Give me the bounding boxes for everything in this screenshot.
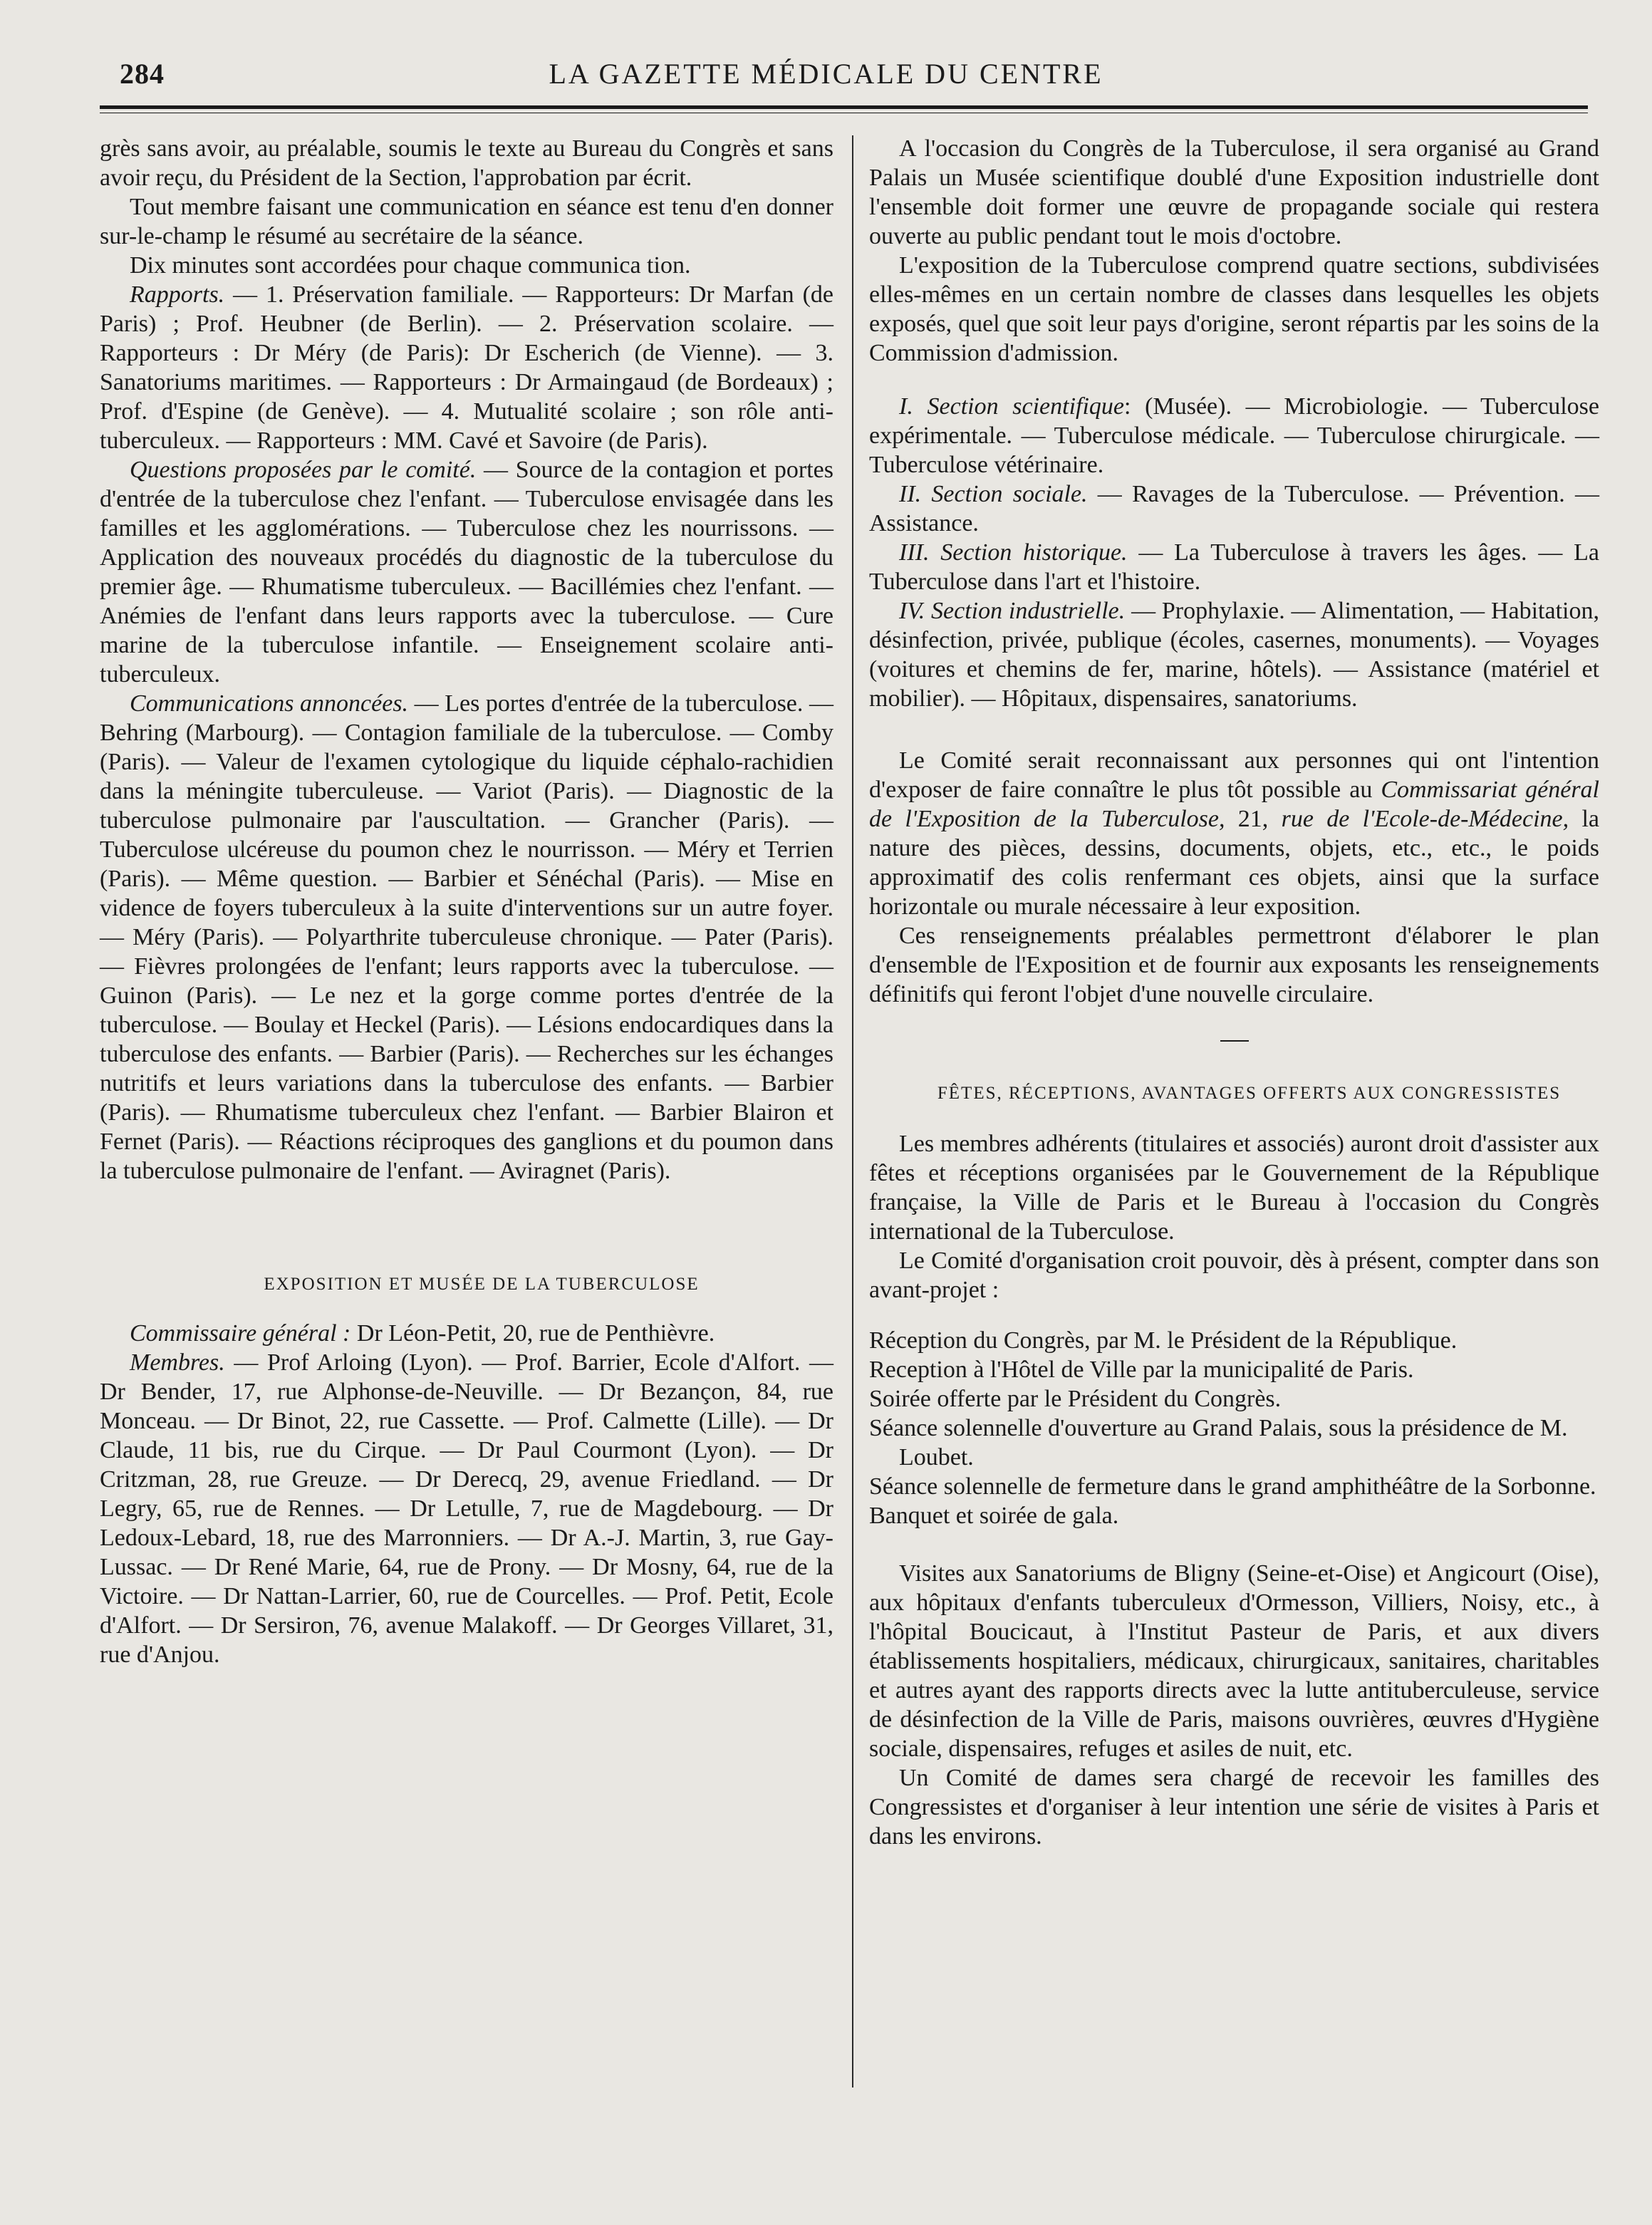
list-item: Séance solennelle d'ouverture au Grand Palais, sous la présidence de M. Loubet.	[869, 1415, 1568, 1471]
questions-label: Questions proposées par le comité.	[130, 457, 477, 483]
rapports-label: Rapports.	[130, 281, 225, 308]
exposition-heading: EXPOSITION ET MUSÉE DE LA TUBERCULOSE	[264, 1275, 700, 1294]
paragraph: A l'occasion du Congrès de la Tuberculose, il sera organisé au Grand Palais un Musée scientifique doublé d'une Exposition industrielle dont l'ensemble doit former une œuvre de propagande sociale qui restera ouverte au public pendant tout le mois d'octobre.	[869, 135, 1599, 249]
paragraph: Visites aux Sanatoriums de Bligny (Seine-et-Oise) et Angicourt (Oise), aux hôpitaux d'enfants tuberculeux d'Ormesson, Villiers, Noisy, etc., à l'hôpital Boucicaut, à l'Institut Pasteur de Paris, et aux divers établissements hospitaliers, médicaux, chirurgicaux, sanitaires, charitables et autres ayant des rapports directs avec la lutte antituberculeuse, service de désinfection de la Ville de Paris, maisons ouvrières, œuvres d'Hygiène sociale, dispensaires, refuges et asiles de nuit, etc.	[869, 1560, 1599, 1762]
commissariat-name: Commissariat général de l'Exposition de la Tuberculose,	[869, 777, 1600, 832]
commissariat-address: rue de l'Ecole-de-Médecine,	[1281, 806, 1569, 832]
paragraph: Le Comité d'organisation croit pouvoir, dès à présent, compter dans son avant-projet :	[869, 1248, 1599, 1303]
section-4-text: — Prophylaxie. — Alimentation, — Habitation, désinfection, privée, publique (écoles, casernes, monuments). — Voyages (voitures et chemins de fer, marine, hôtels). — Assistance (matériel et mobilier). — Hôpitaux, dispensaires, sanatoriums.	[869, 598, 1599, 712]
section-3-text: — La Tuberculose à travers les âges. — La Tuberculose dans l'art et l'histoire.	[869, 539, 1599, 595]
section-1-label: I. Section scientifique	[899, 393, 1125, 420]
section-4-label: IV. Section industrielle.	[899, 598, 1126, 624]
questions-text: — Source de la contagion et portes d'entrée de la tuberculose chez l'enfant. — Tuberculose envisagée dans les familles et les agglomérations. — Tuberculose chez les nourrissons. — Application des nouveaux procédés du diagnostic de la tuberculose du premier âge. — Rhumatisme tuberculeux. — Bacillémies chez l'enfant. — Anémies de l'enfant dans leurs rapports avec la tuberculose. — Cure marine de la tuberculose infantile. — Enseignement scolaire anti-tuberculeux.	[100, 457, 833, 688]
fetes-heading: FÊTES, RÉCEPTIONS, AVANTAGES OFFERTS AUX CONGRESSISTES	[937, 1084, 1562, 1103]
comite-text-b: 21,	[1225, 806, 1282, 832]
communications-text: — Les portes d'entrée de la tuberculose. — Behring (Marbourg). — Contagion familiale de la tuberculose. — Comby (Paris). — Valeur de l'examen cytologique du liquide céphalo-rachidien dans la méningite tuberculeuse. — Variot (Paris). — Diagnostic de la tuberculose pulmonaire par l'auscultation. — Grancher (Paris). — Tuberculose ulcéreuse du poumon chez le nourrisson. — Méry et Terrien (Paris). — Même question. — Barbier et Sénéchal (Paris). — Mise en vidence de foyers tuberculeux à la suite d'interventions sur un autre foyer. — Méry (Paris). — Polyarthrite tuberculeuse chronique. — Pater (Paris). — Fièvres prolongées de l'enfant; leurs rapports avec la tuberculose. — Guinon (Paris). — Le nez et la gorge comme portes d'entrée de la tuberculose. — Boulay et Heckel (Paris). — Lésions endocardiques dans la tuberculose des enfants. — Barbier (Paris). — Recherches sur les échanges nutritifs et leurs variations dans la tuberculose des enfants. — Barbier (Paris). — Rhumatisme tuberculeux chez l'enfant. — Barbier Blairon et Fernet (Paris). — Réactions réciproques des ganglions et du poumon dans la tuberculose pulmonaire de l'enfant. — Aviragnet (Paris).	[100, 690, 833, 1184]
membres-paragraph	[100, 1348, 833, 1669]
section-1	[869, 392, 1599, 479]
questions-paragraph	[100, 455, 833, 689]
left-column	[100, 134, 833, 1669]
comite-paragraph	[869, 746, 1599, 921]
list-item: Soirée offerte par le Président du Congrès.	[869, 1386, 1282, 1412]
commissaire-paragraph	[100, 1319, 833, 1348]
paragraph: Les membres adhérents (titulaires et associés) auront droit d'assister aux fêtes et réceptions organisées par le Gouvernement de la République française, la Ville de Paris et le Bureau à l'occasion du Congrès international de la Tuberculose.	[869, 1131, 1599, 1245]
comite-text-a: Le Comité serait reconnaissant aux personnes qui ont l'intention d'exposer de faire connaître le plus tôt possible au	[869, 747, 1599, 803]
rapports-text: — 1. Préservation familiale. — Rapporteurs: Dr Marfan (de Paris) ; Prof. Heubner (de Berlin). — 2. Préservation scolaire. — Rapporteurs : Dr Méry (de Paris): Dr Escherich (de Vienne). — 3. Sanatoriums maritimes. — Rapporteurs : Dr Armaingaud (de Bordeaux) ; Prof. d'Espine (de Genève). — 4. Mutualité scolaire ; son rôle anti-tuberculeux. — Rapporteurs : MM. Cavé et Savoire (de Paris).	[100, 281, 833, 454]
comite-text-c: la nature des pièces, dessins, documents, objets, etc., etc., le poids approximatif des colis renfermant ces objets, ainsi que la surface horizontale ou murale nécessaire à leur exposition.	[869, 806, 1599, 920]
paragraph: Dix minutes sont accordées pour chaque communica tion.	[130, 252, 691, 279]
rapports-paragraph	[100, 280, 833, 455]
header-rule	[100, 105, 1588, 109]
right-column	[869, 134, 1599, 1851]
section-2-label: II. Section sociale.	[899, 481, 1088, 507]
journal-title: LA GAZETTE MÉDICALE DU CENTRE	[549, 58, 1103, 90]
membres-text: — Prof Arloing (Lyon). — Prof. Barrier, Ecole d'Alfort. — Dr Bender, 17, rue Alphonse-de-Neuville. — Dr Bezançon, 84, rue Monceau. — Dr Binot, 22, rue Cassette. — Prof. Calmette (Lille). — Dr Claude, 11 bis, rue du Cirque. — Dr Paul Courmont (Lyon). — Dr Critzman, 28, rue Greuze. — Dr Derecq, 29, avenue Friedland. — Dr Legry, 65, rue de Rennes. — Dr Letulle, 7, rue de Magdebourg. — Dr Ledoux-Lebard, 18, rue des Marronniers. — Dr A.-J. Martin, 3, rue Gay-Lussac. — Dr René Marie, 64, rue de Prony. — Dr Mosny, 64, rue de la Victoire. — Dr Nattan-Larrier, 60, rue de Courcelles. — Prof. Petit, Ecole d'Alfort. — Dr Sersiron, 76, avenue Malakoff. — Dr Georges Villaret, 31, rue d'Anjou.	[100, 1349, 833, 1668]
commissaire-label: Commissaire général :	[130, 1320, 351, 1347]
section-2-text: — Ravages de la Tuberculose. — Prévention. — Assistance.	[869, 481, 1599, 536]
paragraph: grès sans avoir, au préalable, soumis le texte au Bureau du Congrès et sans avoir reçu, du Président de la Section, l'approbation par écrit.	[100, 135, 833, 191]
paragraph: Tout membre faisant une communication en séance est tenu d'en donner sur-le-champ le résumé au secrétaire de la séance.	[100, 194, 833, 249]
page-number: 284	[120, 58, 165, 90]
membres-label: Membres.	[130, 1349, 225, 1376]
communications-paragraph	[100, 689, 833, 1186]
section-4	[869, 596, 1599, 713]
section-1-text: : (Musée). — Microbiologie. — Tuberculose expérimentale. — Tuberculose médicale. — Tuberculose chirurgicale. — Tuberculose vétérinaire.	[869, 393, 1599, 478]
list-item: Séance solennelle de fermeture dans le grand amphithéâtre de la Sorbonne.	[869, 1473, 1596, 1500]
list-item: Réception du Congrès, par M. le Président de la République.	[869, 1327, 1458, 1354]
list-item: Reception à l'Hôtel de Ville par la municipalité de Paris.	[869, 1357, 1414, 1383]
section-2	[869, 479, 1599, 538]
paragraph: Ces renseignements préalables permettront d'élaborer le plan d'ensemble de l'Exposition et de fournir aux exposants les renseignements définitifs qui feront l'objet d'une nouvelle circulaire.	[869, 923, 1599, 1007]
list-item: Banquet et soirée de gala.	[869, 1503, 1119, 1529]
paragraph: Un Comité de dames sera chargé de recevoir les familles des Congressistes et d'organiser à leur intention une série de visites à Paris et dans les environs.	[869, 1765, 1599, 1850]
column-divider	[852, 135, 853, 2087]
paragraph: L'exposition de la Tuberculose comprend quatre sections, subdivisées elles-mêmes en un certain nombre de classes dans lesquelles les objets exposés, quel que soit leur pays d'origine, seront répartis par les soins de la Commission d'admission.	[869, 252, 1599, 366]
section-3	[869, 538, 1599, 596]
communications-label: Communications annoncées.	[130, 690, 409, 717]
section-3-label: III. Section historique.	[899, 539, 1128, 566]
reception-list	[869, 1326, 1599, 1530]
commissaire-text: Dr Léon-Petit, 20, rue de Penthièvre.	[350, 1320, 715, 1347]
